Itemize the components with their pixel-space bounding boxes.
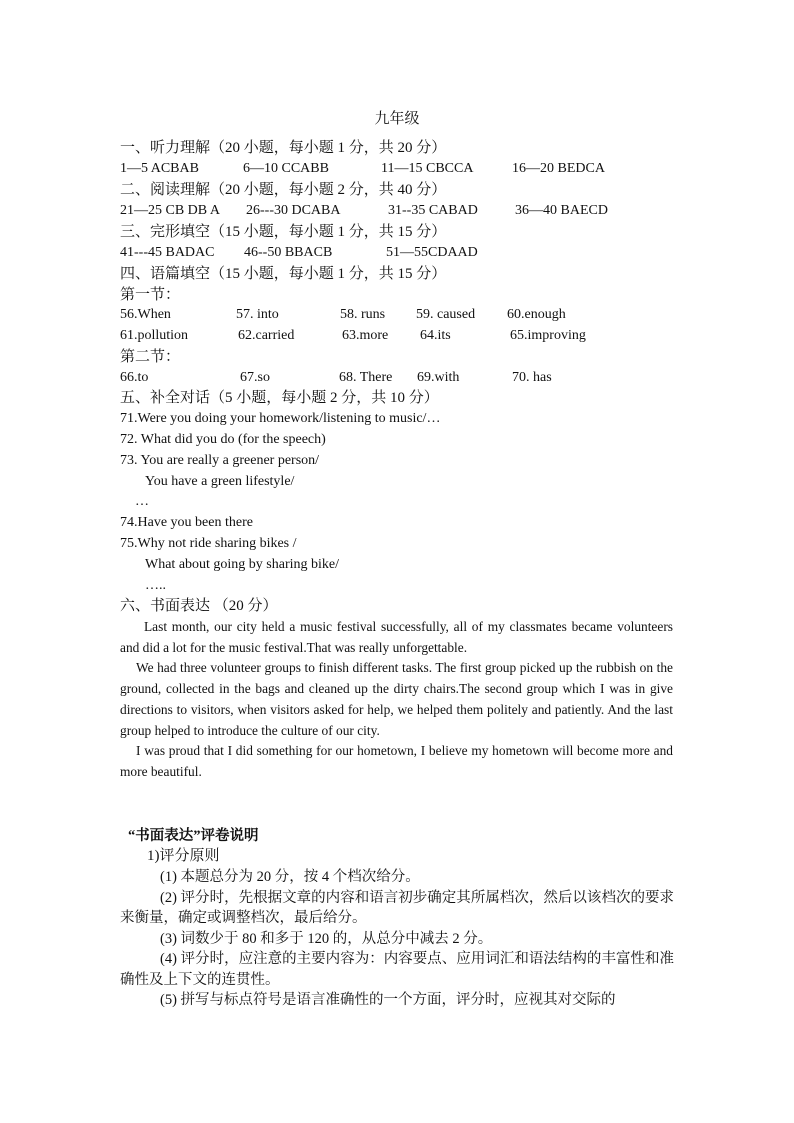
answer-item: 57. into — [236, 307, 279, 322]
scoring-item: (1) 本题总分为 20 分，按 4 个档次给分。 — [160, 869, 420, 885]
passage-heading: 四、语篇填空（15 小题，每小题 1 分，共 15 分） — [120, 266, 447, 282]
scoring-item: (5) 拼写与标点符号是语言准确性的一个方面，评分时，应视其对交际的 — [160, 992, 616, 1008]
dialogue-line: 74.Have you been there — [120, 515, 253, 530]
scoring-rules — [120, 867, 674, 1011]
essay-paragraph: I was proud that I did something for our hometown, I believe my hometown will become more and more beautiful. — [120, 743, 673, 779]
answer-item: 64.its — [420, 328, 451, 343]
answer-group: 46--50 BBACB — [244, 245, 333, 260]
answer-group: 41---45 BADAC — [120, 245, 215, 260]
writing-heading: 六、书面表达 （20 分） — [120, 598, 278, 614]
dialogue-line: 75.Why not ride sharing bikes / — [120, 536, 297, 551]
dialogue-line: 72. What did you do (for the speech) — [120, 432, 326, 447]
answer-item: 63.more — [342, 328, 389, 343]
answer-group: 51—55CDAAD — [386, 245, 478, 260]
answer-item: 69.with — [417, 370, 460, 385]
answer-group: 6—10 CCABB — [243, 161, 329, 176]
scoring-heading: “书面表达”评卷说明 — [128, 828, 259, 844]
sample-essay — [120, 617, 673, 783]
essay-paragraph: We had three volunteer groups to finish different tasks. The first group picked up the rubbish on the ground, collected in the bags and cleaned up the dirty chairs.The second group which I was in give directions to visitors, when visitors asked for help, we helped them politely and patiently. And the last group helped to introduce the culture of our city. — [120, 660, 673, 738]
scoring-item: (4) 评分时，应注意的主要内容为：内容要点、应用词汇和语法结构的丰富性和准确性及上下文的连贯性。 — [120, 951, 674, 988]
answer-group: 36—40 BAECD — [515, 203, 608, 218]
dialogue-line: You have a green lifestyle/ — [145, 474, 295, 489]
answer-group: 31--35 CABAD — [388, 203, 478, 218]
dialogue-heading: 五、补全对话（5 小题，每小题 2 分，共 10 分） — [120, 390, 439, 406]
answer-item: 67.so — [240, 370, 270, 385]
answer-item: 66.to — [120, 370, 149, 385]
answer-item: 60.enough — [507, 307, 566, 322]
answer-group: 21—25 CB DB A — [120, 203, 220, 218]
reading-heading: 二、阅读理解（20 小题，每小题 2 分，共 40 分） — [120, 182, 447, 198]
dialogue-line: … — [135, 494, 149, 509]
answer-item: 70. has — [512, 370, 552, 385]
answer-item: 59. caused — [416, 307, 476, 322]
answer-item: 61.pollution — [120, 328, 189, 343]
dialogue-line: ….. — [145, 578, 166, 593]
answer-group: 16—20 BEDCA — [512, 161, 605, 176]
answer-item: 65.improving — [510, 328, 586, 343]
scoring-subheading: 1)评分原则 — [147, 848, 220, 864]
dialogue-line: 71.Were you doing your homework/listening to music/… — [120, 411, 441, 426]
page-title: 九年级 — [374, 111, 420, 127]
answer-item: 58. runs — [340, 307, 386, 322]
answer-group: 11—15 CBCCA — [381, 161, 474, 176]
answer-group: 26---30 DCABA — [246, 203, 341, 218]
part1-label: 第一节： — [120, 287, 181, 303]
answer-item: 56.When — [120, 307, 171, 322]
dialogue-line: What about going by sharing bike/ — [145, 557, 340, 572]
scoring-item: (3) 词数少于 80 和多于 120 的，从总分中减去 2 分。 — [160, 930, 493, 947]
answer-group: 1—5 ACBAB — [120, 161, 199, 176]
essay-paragraph: Last month, our city held a music festival successfully, all of my classmates became volunteers and did a lot for the music festival.That was really unforgettable. — [120, 619, 673, 655]
part2-label: 第二节： — [120, 349, 181, 365]
answer-item: 62.carried — [238, 328, 295, 343]
cloze-heading: 三、完形填空（15 小题，每小题 1 分，共 15 分） — [120, 224, 447, 240]
listening-heading: 一、听力理解（20 小题，每小题 1 分，共 20 分） — [120, 140, 447, 156]
answer-item: 68. There — [339, 370, 393, 385]
dialogue-line: 73. You are really a greener person/ — [120, 453, 320, 468]
scoring-item: (2) 评分时，先根据文章的内容和语言初步确定其所属档次，然后以该档次的要求来衡量，确定或调整档次，最后给分。 — [120, 889, 674, 926]
